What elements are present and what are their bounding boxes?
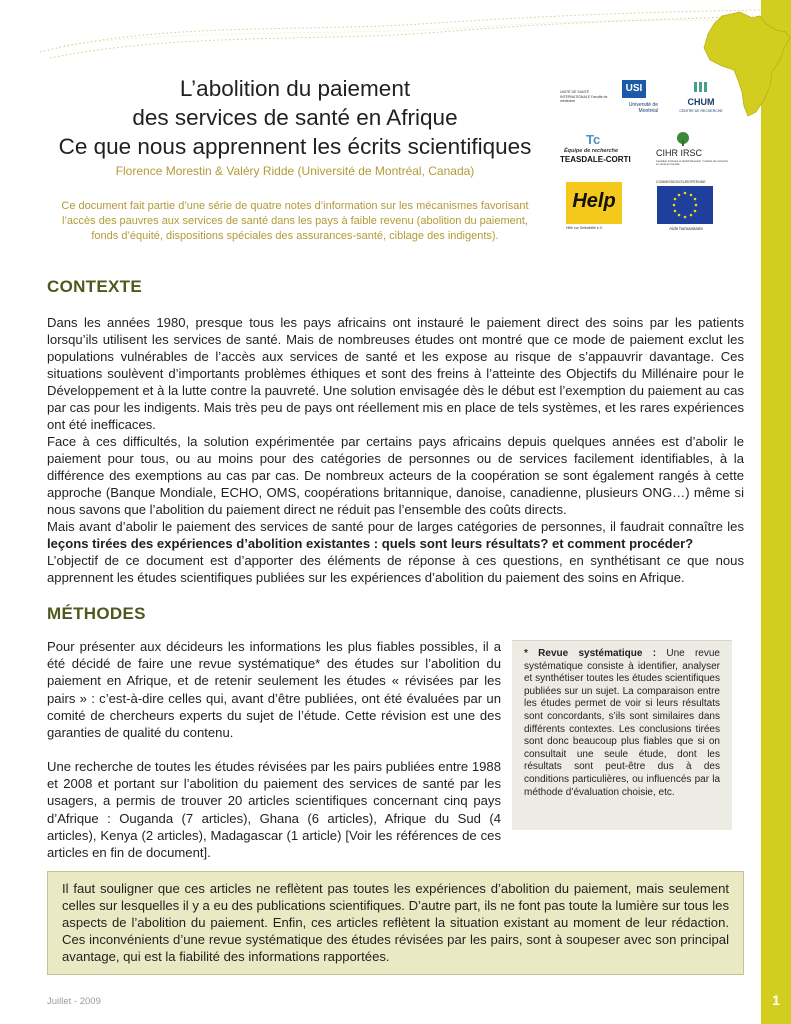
partner-logos [560,76,730,236]
eu-caption-bottom: Aide humanitaire [669,226,703,231]
teasdale-mark: Tc [586,132,601,147]
definition-box [512,640,732,830]
chum-caption: CENTRE DE RECHERCHE [679,109,723,113]
teasdale-line1: Équipe de recherche [564,148,619,154]
section-heading-methodes: MÉTHODES [47,604,146,623]
cihr-logo [654,132,730,170]
cihr-mark: CIHR IRSC [656,148,703,158]
contexte-paragraph-3 [47,518,744,552]
usi-mark: USI [622,80,646,98]
definition-text: Une revue systématique consiste à identifier, analyser et synthétiser toutes les études scientifiques publiées sur un sujet. La comparaison entre les études permet de voir si leurs résultats sont concordants, s’ils sont similaires dans différents contextes. Les conclusions tirées sont donc beaucoup plus fiables que si on consultait une seule étude, dont les résultats sont peut-être dus à des conditions particulières, ou influencés par la méthode d’évaluation choisie, etc. [524,648,720,798]
intro-text: Ce document fait partie d’une série de quatre notes d’information sur les mécanismes favorisant l’accès des pauvres aux services de santé dans les pays à faible revenu (abolition du paiement, fonds d’équité, dispositions spéciales des assurances-santé, ciblage des indigents). [61,200,529,242]
chum-mark: CHUM [687,97,715,107]
title-line-2: des services de santé en Afrique [132,105,458,130]
usi-small-caption: UNITÉ DE SANTÉ INTERNATIONALE Faculté de médecine [560,90,608,103]
contexte-key-question: leçons tirées des expériences d’abolition existantes : quels sont leurs résultats? et comment procéder? [47,536,694,551]
section-heading-contexte: CONTEXTE [47,277,142,296]
contexte-paragraph-4: L’objectif de ce document est d’apporter des éléments de réponse à ces questions, en synthétisant ce que nous apprennent les études scientifiques publiées sur les expériences d’abolition du paiement des soins en Afrique. [47,553,744,585]
cihr-caption: Canadian Institutes of Health Research / Instituts de recherche en santé du Canada [656,160,729,166]
teasdale-corti-logo [560,132,642,170]
eu-flag-icon [657,186,713,224]
page-number: 1 [772,992,780,1008]
side-color-bar [761,0,791,1024]
title-line-3: Ce que nous apprennent les écrits scientifiques [58,134,532,159]
note-box: Il faut souligner que ces articles ne reflètent pas toutes les expériences d’abolition du paiement, mais seulement celles sur lesquelles il y a eu des publications scientifiques. D’autre part, ils ne font pas toute la lumière sur tous les aspects de l’abolition du paiement. Enfin, ces articles reflètent la situation existant au moment de leur rédaction. Ces inconvénients d’une revue systématique des études révisées par les pairs, sont à soupeser avec son principal avantage, qui est la fiabilité des informations rapportées. [47,871,744,975]
title-line-1: L’abolition du paiement [179,76,411,101]
help-mark: Help [572,190,616,212]
teasdale-line2: TEASDALE-CORTI [560,155,631,164]
contexte-paragraph-2: Face à ces difficultés, la solution expérimentée par certains pays africains depuis quelques années est d’abolir le paiement pour tous, ou au moins pour des catégories de personnes ou de services facilement identifiables, à la différence des exemptions au cas par cas. De nombreux acteurs de la coopération se sont également rangés à cette approche (Banque Mondiale, ECHO, OMS, coopérations britannique, danoise, canadienne, plusieurs ONG…) même si nous savons que l’abolition du paiement direct ne réduit pas l’ensemble des coûts directs. [47,434,744,517]
chum-logo [672,80,730,120]
usi-logo [560,76,658,120]
eu-logo [656,180,716,236]
authors: Florence Morestin & Valéry Ridde (Université de Montréal, Canada) [115,164,475,178]
methodes-paragraph-2: Une recherche de toutes les études révisées par les pairs publiées entre 1988 et 2008 et portant sur l’abolition du paiement des services de santé par les usagers, a permis de trouver 20 articles scientifiques concernant cinq pays d’Afrique : Ouganda (7 articles), Ghana (6 articles), Afrique du Sud (4 articles), Kenya (2 articles), Madagascar (1 article) [Voir les références de ces articles en fin de document]. [47,759,501,861]
footer-date: Juillet - 2009 [47,996,101,1007]
contexte-paragraph-1: Dans les années 1980, presque tous les pays africains ont instauré le paiement direct des soins par les patients lorsqu’ils utilisent les services de santé. Mais de nombreuses études ont montré que ce mode de paiement exclut les populations vulnérables de l’accès aux services de santé et les expose au risque de s’appauvrir davantage. Ces situations soulèvent d’importants problèmes éthiques et sont des freins à l’atteinte des Objectifs du Millénaire pour le Développement et à la lutte contre la pauvreté. Une solution envisagée dès le début est l’exemption du paiement au cas par cas pour les indigents. Mais très peu de pays ont réellement mis en place de tels systèmes, et les rares expériences ont été inefficaces. [47,315,744,432]
contexte-body [47,314,744,586]
eu-caption-top: COMMISSION EUROPÉENNE [656,180,706,184]
cihr-tree-icon [672,132,694,146]
methodes-paragraph-1: Pour présenter aux décideurs les informations les plus fiables possibles, il a été décidé de faire une revue systématique* des études sur l’abolition du paiement en Afrique, et de retenir seulement les études « révisées par les pairs » : c’est-à-dire celles qui, avant d’être publiées, ont été évaluées par un comité de chercheurs experts du sujet de l’étude. Cette révision est une des garanties de qualité du contenu. [47,639,501,741]
document-title [40,74,550,161]
decorative-swirl [40,2,760,64]
definition-term: * Revue systématique : [524,648,657,659]
usi-university: Université de Montréal [628,102,658,114]
help-caption: Hilfe zur Selbsthilfe e.V. [566,226,603,230]
help-logo [566,182,622,234]
chum-emblem-icon [692,80,710,94]
contexte-paragraph-3-text: Mais avant d’abolir le paiement des services de santé pour de larges catégories de personnes, il faudrait connaître les [47,519,744,534]
